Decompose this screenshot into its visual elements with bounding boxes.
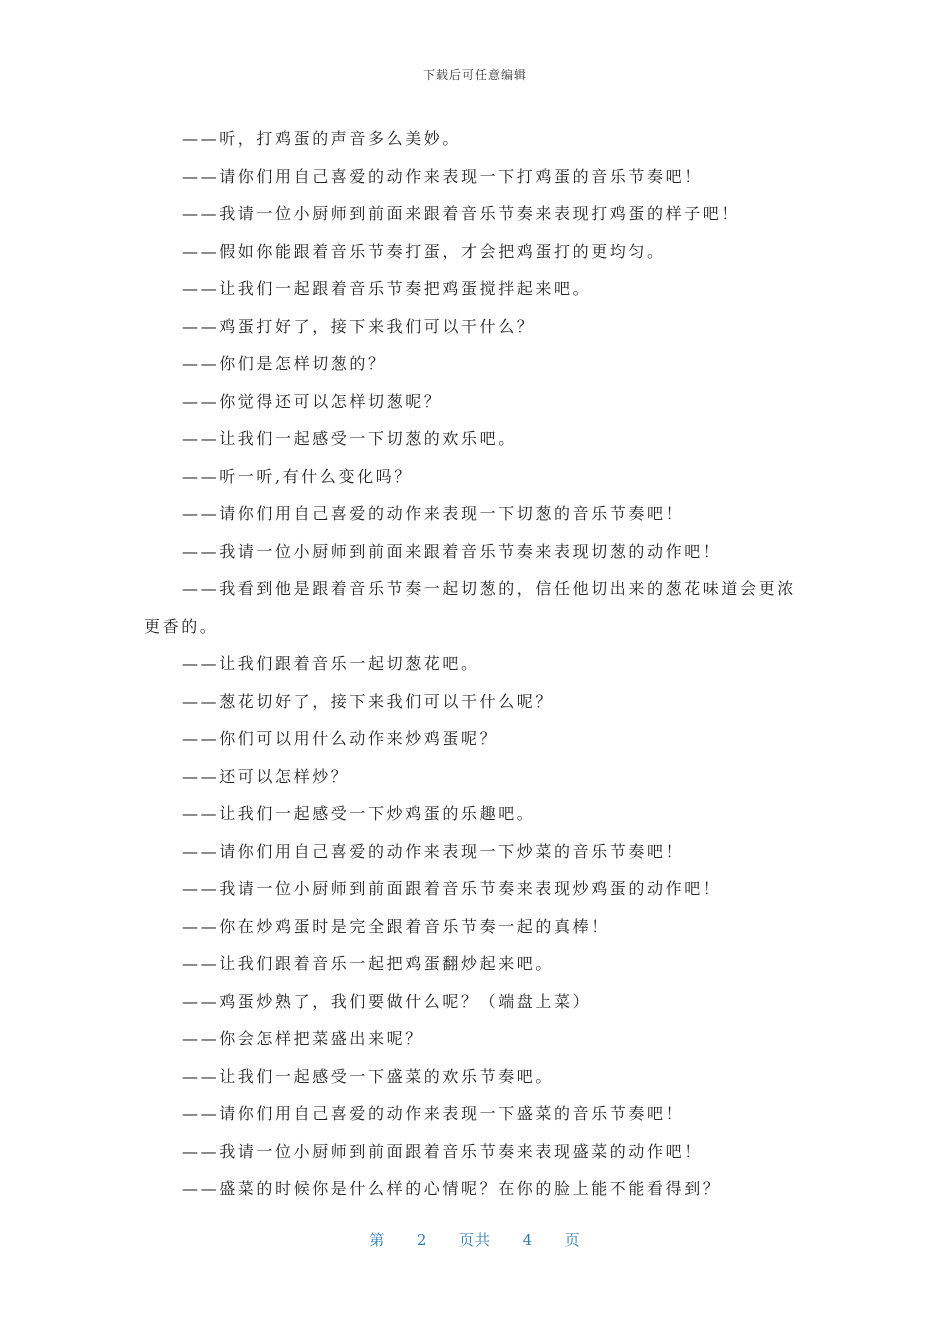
paragraph: ——还可以怎样炒？	[182, 766, 350, 786]
paragraph: ——我看到他是跟着音乐节奏一起切葱的，信任他切出来的葱花味道会更浓更香的。	[144, 579, 796, 636]
paragraph: ——请你们用自己喜爱的动作来表现一下打鸡蛋的音乐节奏吧！	[182, 166, 703, 186]
paragraph: ——我请一位小厨师到前面来跟着音乐节奏来表现切葱的动作吧！	[182, 541, 722, 561]
paragraph: ——请你们用自己喜爱的动作来表现一下炒菜的音乐节奏吧！	[182, 841, 685, 861]
page-prefix: 第	[369, 1231, 386, 1249]
paragraph: ——听一听,有什么变化吗？	[182, 466, 413, 486]
paragraph: ——假如你能跟着音乐节奏打蛋，才会把鸡蛋打的更均匀。	[182, 241, 666, 261]
paragraph: ——让我们跟着音乐一起切葱花吧。	[182, 654, 480, 673]
paragraph: ——我请一位小厨师到前面跟着音乐节奏来表现炒鸡蛋的动作吧！	[182, 879, 722, 898]
paragraph: ——你觉得还可以怎样切葱呢？	[182, 391, 443, 411]
paragraph: ——鸡蛋炒熟了，我们要做什么呢？（端盘上菜）	[182, 991, 592, 1011]
paragraph: ——请你们用自己喜爱的动作来表现一下盛菜的音乐节奏吧！	[182, 1104, 685, 1123]
page-mid-text: 页共	[458, 1231, 491, 1249]
paragraph: ——让我们一起跟着音乐节奏把鸡蛋搅拌起来吧。	[182, 279, 592, 298]
page-suffix: 页	[564, 1231, 581, 1249]
paragraph: ——让我们一起感受一下炒鸡蛋的乐趣吧。	[182, 804, 536, 823]
paragraph: ——我请一位小厨师到前面跟着音乐节奏来表现盛菜的动作吧！	[182, 1141, 703, 1161]
paragraph: ——你们可以用什么动作来炒鸡蛋呢？	[182, 729, 499, 748]
paragraph: ——我请一位小厨师到前面来跟着音乐节奏来表现打鸡蛋的样子吧！	[182, 204, 741, 223]
paragraph: ——你们是怎样切葱的？	[182, 354, 387, 373]
paragraph: ——让我们一起感受一下切葱的欢乐吧。	[182, 429, 517, 448]
paragraph: ——鸡蛋打好了，接下来我们可以干什么？	[182, 316, 536, 336]
paragraph: ——请你们用自己喜爱的动作来表现一下切葱的音乐节奏吧！	[182, 504, 685, 523]
paragraph: ——你在炒鸡蛋时是完全跟着音乐节奏一起的真棒！	[182, 916, 610, 936]
paragraph: ——让我们跟着音乐一起把鸡蛋翻炒起来吧。	[182, 954, 555, 973]
page-footer	[0, 1229, 950, 1250]
paragraph: ——让我们一起感受一下盛菜的欢乐节奏吧。	[182, 1066, 555, 1086]
paragraph: ——盛菜的时候你是什么样的心情呢？在你的脸上能不能看得到？	[182, 1179, 722, 1198]
total-pages-number: 4	[522, 1231, 534, 1249]
paragraph: ——听，打鸡蛋的声音多么美妙。	[182, 129, 462, 148]
page-header-note: 下载后可任意编辑	[422, 68, 527, 82]
current-page-number: 2	[416, 1231, 428, 1249]
document-body	[144, 120, 804, 1208]
paragraph: ——你会怎样把菜盛出来呢？	[182, 1029, 424, 1048]
paragraph: ——葱花切好了，接下来我们可以干什么呢？	[182, 691, 555, 711]
